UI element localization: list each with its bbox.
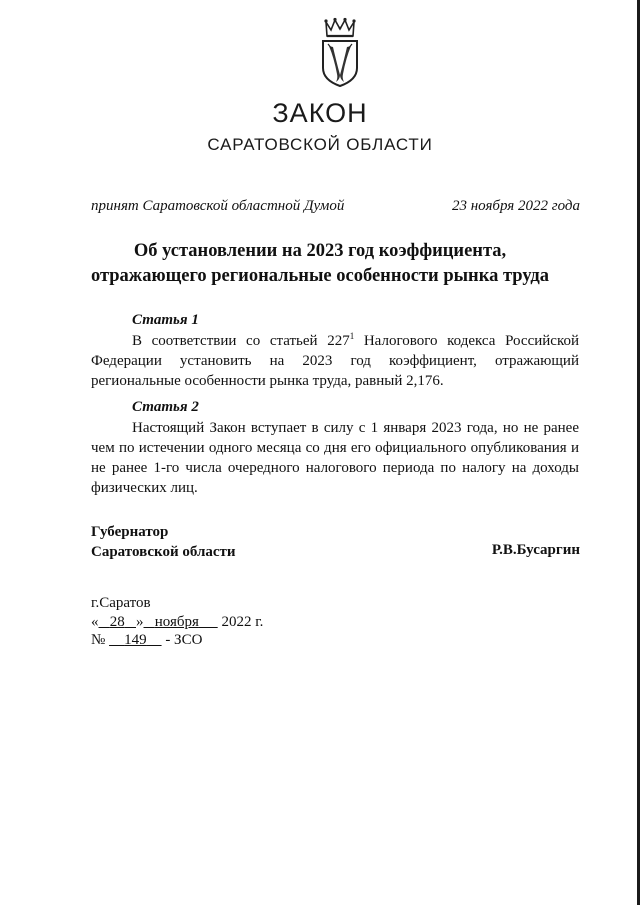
law-title: ЗАКОН [272, 98, 368, 128]
date-month-field [144, 614, 218, 630]
law-number-field [109, 632, 162, 648]
document-title-line2: отражающего региональные особенности рынка труда [90, 266, 550, 286]
date-month: ноября [154, 613, 199, 630]
article2-heading: Статья 2 [132, 399, 199, 415]
law-number: № 149 - ЗСО [91, 632, 203, 648]
law-number-suffix: - ЗСО [165, 632, 203, 648]
date-day: 28 [109, 613, 125, 630]
adopted-by: принят Саратовской областной Думой [91, 198, 345, 214]
signature-position [91, 522, 236, 562]
date-year: 2022 г. [221, 613, 264, 630]
city: г.Саратов [91, 595, 151, 611]
signature-position-line1: Губернатор [91, 524, 169, 540]
document-title [60, 239, 580, 289]
signature-name: Р.В.Бусаргин [491, 542, 580, 558]
article1-heading: Статья 1 [132, 312, 199, 328]
date-day-field [99, 614, 137, 630]
adoption-date: 23 ноября 2022 года [451, 198, 580, 214]
coat-of-arms-icon [318, 16, 362, 88]
article1-text-before: В соответствии со статьей 227 [132, 333, 350, 349]
article1-text [91, 331, 579, 391]
law-number-value: 149 [124, 632, 147, 648]
article2-text: Настоящий Закон вступает в силу с 1 января 2023 года, но не ранее чем по истечении одного месяца со дня его официального опубликования и не ранее 1-го числа очередного налогового периода по налогу на доходы физических лиц. [91, 420, 579, 496]
law-region: САРАТОВСКОЙ ОБЛАСТИ [207, 135, 433, 154]
article1-superscript: 1 [349, 331, 355, 341]
signature-position-line2: Саратовской области [91, 544, 236, 560]
article1-text-after: Налогового кодекса Российской Федерации установить на 2023 год коэффициент, отражающий региональные особенности рынка труда, равный 2,176. [91, 333, 579, 389]
signing-date: « 28 » ноября 2022 г. [91, 613, 264, 630]
document-title-line1: Об установлении на 2023 год коэффициента, [133, 241, 507, 261]
place-and-date-block [91, 594, 263, 650]
